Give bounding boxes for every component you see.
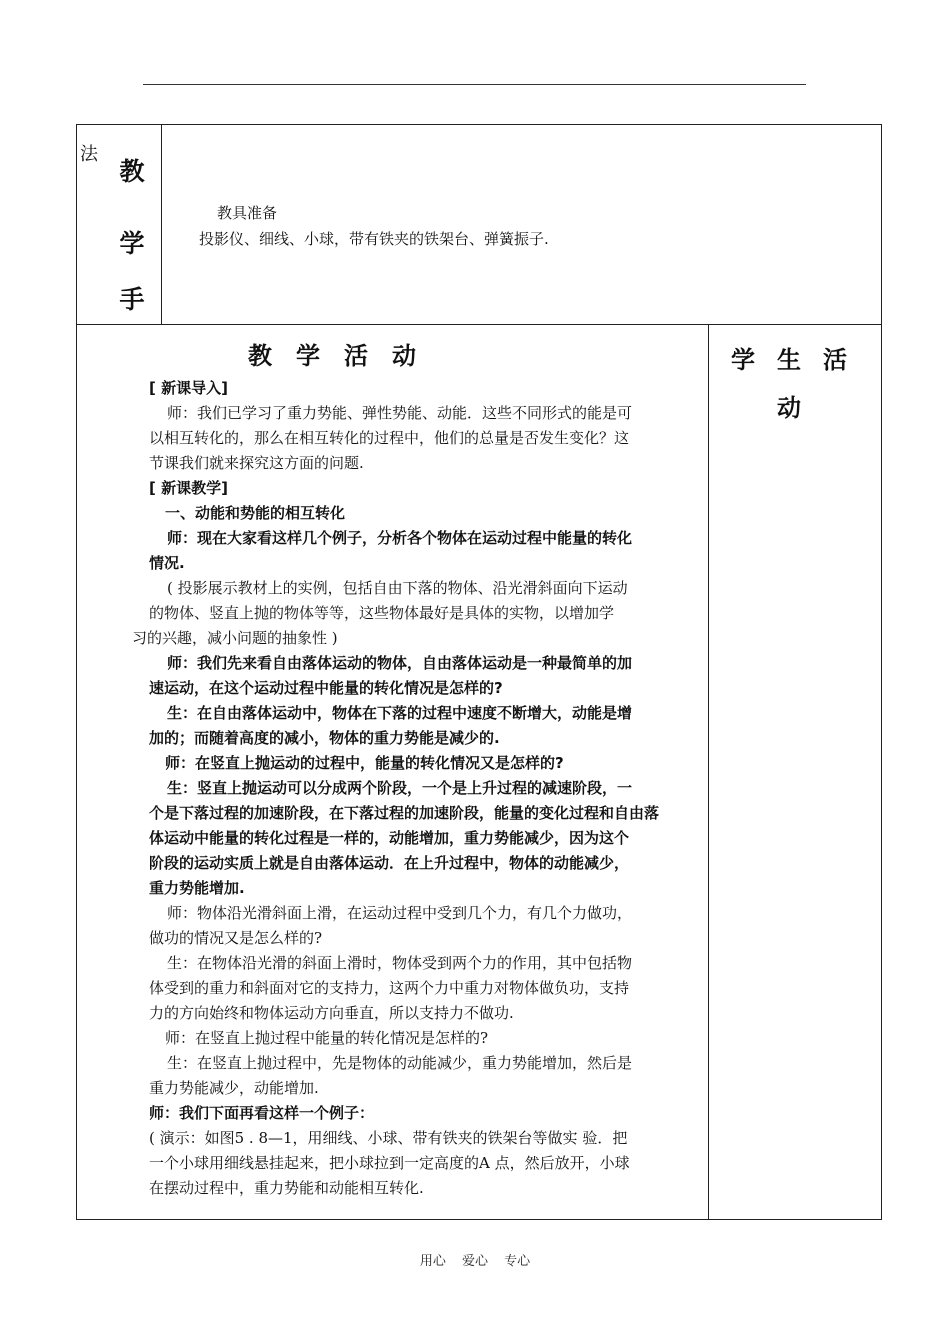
activity-line: 生：竖直上抛运动可以分成两个阶段，一个是上升过程的减速阶段，一 — [167, 779, 633, 797]
activity-line: 习的兴趣，减小问题的抽象性 ) — [132, 629, 338, 647]
activity-line: 重力势能增加. — [149, 879, 245, 897]
activity-line: [ 新课教学] — [149, 479, 228, 497]
activity-line: 师：我们已学习了重力势能、弹性势能、动能．这些不同形式的能是可 — [167, 404, 633, 422]
prep-title: 教具准备 — [217, 204, 278, 222]
activity-line: 加的；而随着高度的减小，物体的重力势能是减少的. — [149, 729, 500, 747]
activity-line: 在摆动过程中，重力势能和动能相互转化. — [149, 1179, 424, 1197]
side-char-3: 手 — [119, 285, 145, 314]
activity-title: 教学活动 — [248, 342, 440, 370]
activity-line: 师：物体沿光滑斜面上滑，在运动过程中受到几个力，有几个力做功， — [167, 904, 633, 922]
activity-line: 做功的情况又是怎么样的? — [149, 929, 323, 947]
activity-line: [ 新课导入] — [149, 379, 228, 397]
student-activity-title: 学生活动 — [731, 346, 869, 422]
activity-line: 情况. — [149, 554, 185, 572]
activity-divider — [708, 324, 709, 1220]
activity-line: 一个小球用细线悬挂起来，把小球拉到一定高度的A 点，然后放开，小球 — [149, 1154, 630, 1172]
prep-text: 投影仪、细线、小球，带有铁夹的铁架台、弹簧振子. — [199, 230, 549, 248]
header-rule — [143, 84, 806, 85]
activity-line: 师：在竖直上抛运动的过程中，能量的转化情况又是怎样的? — [165, 754, 564, 772]
activity-line: 师：我们下面再看这样一个例子： — [149, 1104, 375, 1122]
activity-line: 力的方向始终和物体运动方向垂直，所以支持力不做功. — [149, 1004, 514, 1022]
activity-line: 生：在物体沿光滑的斜面上滑时，物体受到两个力的作用，其中包括物 — [167, 954, 633, 972]
activity-line: 生：在自由落体运动中，物体在下落的过程中速度不断增大，动能是增 — [167, 704, 633, 722]
activity-line: 速运动，在这个运动过程中能量的转化情况是怎样的? — [149, 679, 503, 697]
activity-line: 的物体、竖直上抛的物体等等，这些物体最好是具体的实物，以增加学 — [149, 604, 615, 622]
activity-line: 师：现在大家看这样几个例子，分析各个物体在运动过程中能量的转化 — [167, 529, 633, 547]
activity-line: 师：我们先来看自由落体运动的物体，自由落体运动是一种最简单的加 — [167, 654, 633, 672]
activity-line: 体运动中能量的转化过程是一样的，动能增加，重力势能减少，因为这个 — [149, 829, 630, 847]
side-clip-char: 法 — [80, 144, 98, 165]
activity-line: 一、动能和势能的相互转化 — [165, 504, 346, 522]
side-char-2: 学 — [119, 229, 145, 258]
activity-line: 师：在竖直上抛过程中能量的转化情况是怎样的? — [165, 1029, 489, 1047]
activity-line: 阶段的运动实质上就是自由落体运动．在上升过程中，物体的动能减少， — [149, 854, 630, 872]
activity-line: 重力势能减少，动能增加. — [149, 1079, 319, 1097]
prep-box — [76, 124, 882, 325]
activity-line: 以相互转化的，那么在相互转化的过程中，他们的总量是否发生变化？这 — [149, 429, 630, 447]
activity-line: 生：在竖直上抛过程中，先是物体的动能减少，重力势能增加，然后是 — [167, 1054, 633, 1072]
prep-divider — [161, 124, 162, 325]
activity-line: 节课我们就来探究这方面的问题. — [149, 454, 364, 472]
activity-line: ( 投影展示教材上的实例，包括自由下落的物体、沿光滑斜面向下运动 — [167, 579, 628, 597]
activity-line: ( 演示：如图5 . 8—1，用细线、小球、带有铁夹的铁架台等做实 验．把 — [149, 1129, 628, 1147]
page-footer: 用心 爱心 专心 — [419, 1254, 531, 1269]
side-char-1: 教 — [119, 157, 145, 186]
activity-line: 个是下落过程的加速阶段，在下落过程的加速阶段，能量的变化过程和自由落 — [149, 804, 660, 822]
activity-line: 体受到的重力和斜面对它的支持力，这两个力中重力对物体做负功，支持 — [149, 979, 630, 997]
